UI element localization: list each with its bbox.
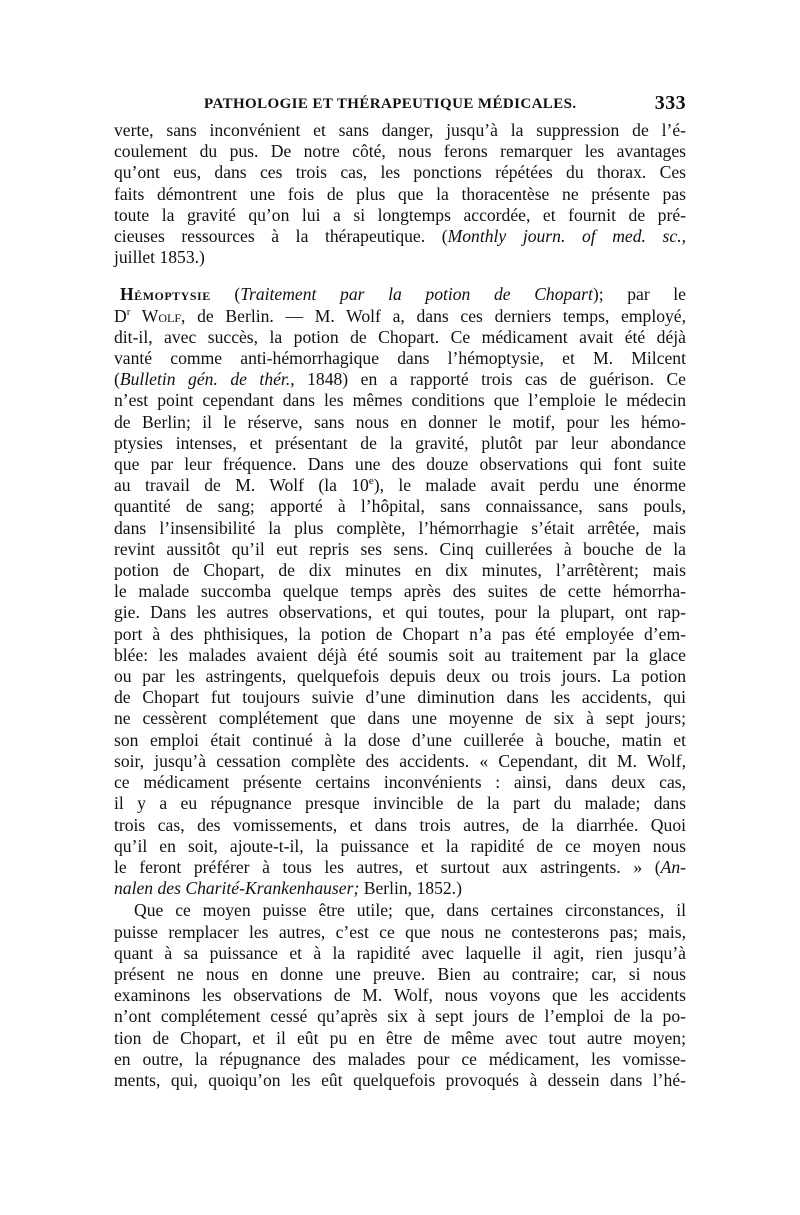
page-header <box>114 92 686 120</box>
text-run: le feront préférer à tous les autres, et surtout aux astringents. » ( <box>114 856 661 877</box>
text-line: examinons les observations de M. Wolf, nous voyons que les accidents <box>114 985 686 1006</box>
text-line: puisse remplacer les autres, c’est ce que nous ne contesterons pas; mais, <box>114 921 686 942</box>
paragraph-thoracentesis-conclusion <box>114 120 686 268</box>
text-line <box>114 284 686 305</box>
paragraph-commentary <box>114 900 686 1091</box>
text-run: D <box>114 305 127 326</box>
text-line: dans l’insensibilité la plus complète, l’hémorrhagie s’était arrêtée, mais <box>114 517 686 538</box>
text-line: il y a eu répugnance presque invincible de la part du malade; dans <box>114 793 686 814</box>
text-line: ou par les astringents, quelquefois depuis deux ou trois jours. La potion <box>114 666 686 687</box>
text-line <box>114 857 686 878</box>
text-run: ), le malade avait perdu une énorme <box>373 475 686 496</box>
text-run: , de Berlin. — M. Wolf a, dans ces derniers temps, employé, <box>181 305 687 326</box>
text-line: verte, sans inconvénient et sans danger, jusqu’à la suppression de l’é- <box>114 120 686 140</box>
text-line: gie. Dans les autres observations, et qui toutes, pour la plupart, ont rap- <box>114 602 686 623</box>
citation-annalen: An- <box>660 856 686 877</box>
text-line: vanté comme anti-hémorrhagique dans l’hémoptysie, et M. Milcent <box>114 348 686 369</box>
text-line: qu’il en soit, ajoute-t-il, la puissance et la rapidité de ce moyen nous <box>114 835 686 856</box>
text-line <box>114 369 686 390</box>
text-line: dit-il, avec succès, la potion de Chopart. Ce médicament avait été déjà <box>114 326 686 347</box>
running-title: PATHOLOGIE ET THÉRAPEUTIQUE MÉDICALES. <box>204 96 577 112</box>
text-line: quantité de sang; apporté à l’hôpital, sans connaissance, sans pouls, <box>114 496 686 517</box>
text-line: son emploi était continué à la dose d’une cuillerée à bouche, matin et <box>114 729 686 750</box>
text-line: en outre, la répugnance des malades pour ce médicament, les vomisse- <box>114 1048 686 1069</box>
text-line: faits démontrent une fois de plus que la thoracentèse ne présente pas <box>114 183 686 204</box>
page <box>114 92 686 1091</box>
text-line <box>114 878 686 899</box>
superscript: e <box>368 475 374 488</box>
text-line: quant à sa puissance et à la rapidité avec laquelle il agit, rien jusqu’à <box>114 942 686 963</box>
text-run: , 1848) en a rapporté trois cas de guérison. Ce <box>290 369 686 390</box>
text-line: blée: les malades avaient déjà été soumis soit au traitement par la glace <box>114 644 686 665</box>
paragraph-hemoptysie <box>114 284 686 899</box>
text-run: ( <box>114 369 120 390</box>
text-line: potion de Chopart, de dix minutes en dix minutes, l’arrêtèrent; mais <box>114 560 686 581</box>
text-run: ( <box>210 284 241 305</box>
paragraph-gap <box>114 268 686 284</box>
text-run: ); par le <box>592 284 686 305</box>
text-line: port à des phthisiques, la potion de Chopart n’a pas été employée d’em- <box>114 623 686 644</box>
section-subtitle: Traitement par la potion de Chopart <box>240 284 593 305</box>
author-name: Wolf <box>130 305 182 326</box>
text-line: présent ne nous en donne une preuve. Bien au contraire; car, si nous <box>114 963 686 984</box>
text-run: Berlin, 1852.) <box>359 878 462 899</box>
section-title: Hémoptysie <box>120 284 211 305</box>
text-line: le malade succomba quelque temps après des suites de cette hémorrha- <box>114 581 686 602</box>
text-line: ptysies intenses, et présentant de la gravité, plutôt par leur abondance <box>114 432 686 453</box>
text-line: qu’ont eus, dans ces trois cas, les ponctions répétées du thorax. Ces <box>114 162 686 183</box>
text-line: ce médicament présente certains inconvénients : ainsi, dans deux cas, <box>114 772 686 793</box>
text-line: de Chopart fut toujours suivie d’une diminution dans les accidents, qui <box>114 687 686 708</box>
text-line: que par leur fréquence. Dans une des douze observations qui font suite <box>114 454 686 475</box>
text-run: cieuses ressources à la thérapeutique. ( <box>114 226 448 247</box>
superscript: r <box>126 305 131 318</box>
page-number: 333 <box>654 92 686 114</box>
body-text <box>114 120 686 1091</box>
text-line: n’est point cependant dans les mêmes conditions que l’emploie le médecin <box>114 390 686 411</box>
text-line: revint aussitôt qu’il eut repris ses sens. Cinq cuillerées à bouche de la <box>114 538 686 559</box>
text-line: Que ce moyen puisse être utile; que, dans certaines circonstances, il <box>134 900 686 921</box>
text-line: soir, jusqu’à cessation complète des accidents. « Cependant, dit M. Wolf, <box>114 750 686 771</box>
text-line: ments, qui, quoiqu’on les eût quelquefois provoqués à dessein dans l’hé- <box>114 1069 686 1090</box>
text-line <box>114 226 686 247</box>
text-line <box>114 475 686 496</box>
text-line <box>114 306 686 327</box>
text-line: ne cessèrent complétement que dans une moyenne de six à sept jours; <box>114 708 686 729</box>
text-line: n’ont complétement cessé qu’après six à sept jours de l’emploi de la po- <box>114 1006 686 1027</box>
text-line: coulement du pus. De notre côté, nous ferons remarquer les avantages <box>114 141 686 162</box>
citation-annalen: nalen des Charité-Krankenhauser; <box>114 878 360 899</box>
text-line: de Berlin; il le réserve, sans nous en donner le motif, pour les hémo- <box>114 411 686 432</box>
text-line: juillet 1853.) <box>114 247 205 268</box>
citation-bulletin: Bulletin gén. de thér. <box>119 369 291 390</box>
text-line: tion de Chopart, et il eût pu en être de même avec tout autre moyen; <box>114 1027 686 1048</box>
text-line: trois cas, des vomissements, et dans trois autres, de la diarrhée. Quoi <box>114 814 686 835</box>
text-run: au travail de M. Wolf (la 10 <box>114 475 369 496</box>
citation-journal: Monthly journ. of med. sc., <box>447 226 686 247</box>
text-line: toute la gravité qu’on lui a si longtemps accordée, et fournit de pré- <box>114 204 686 225</box>
